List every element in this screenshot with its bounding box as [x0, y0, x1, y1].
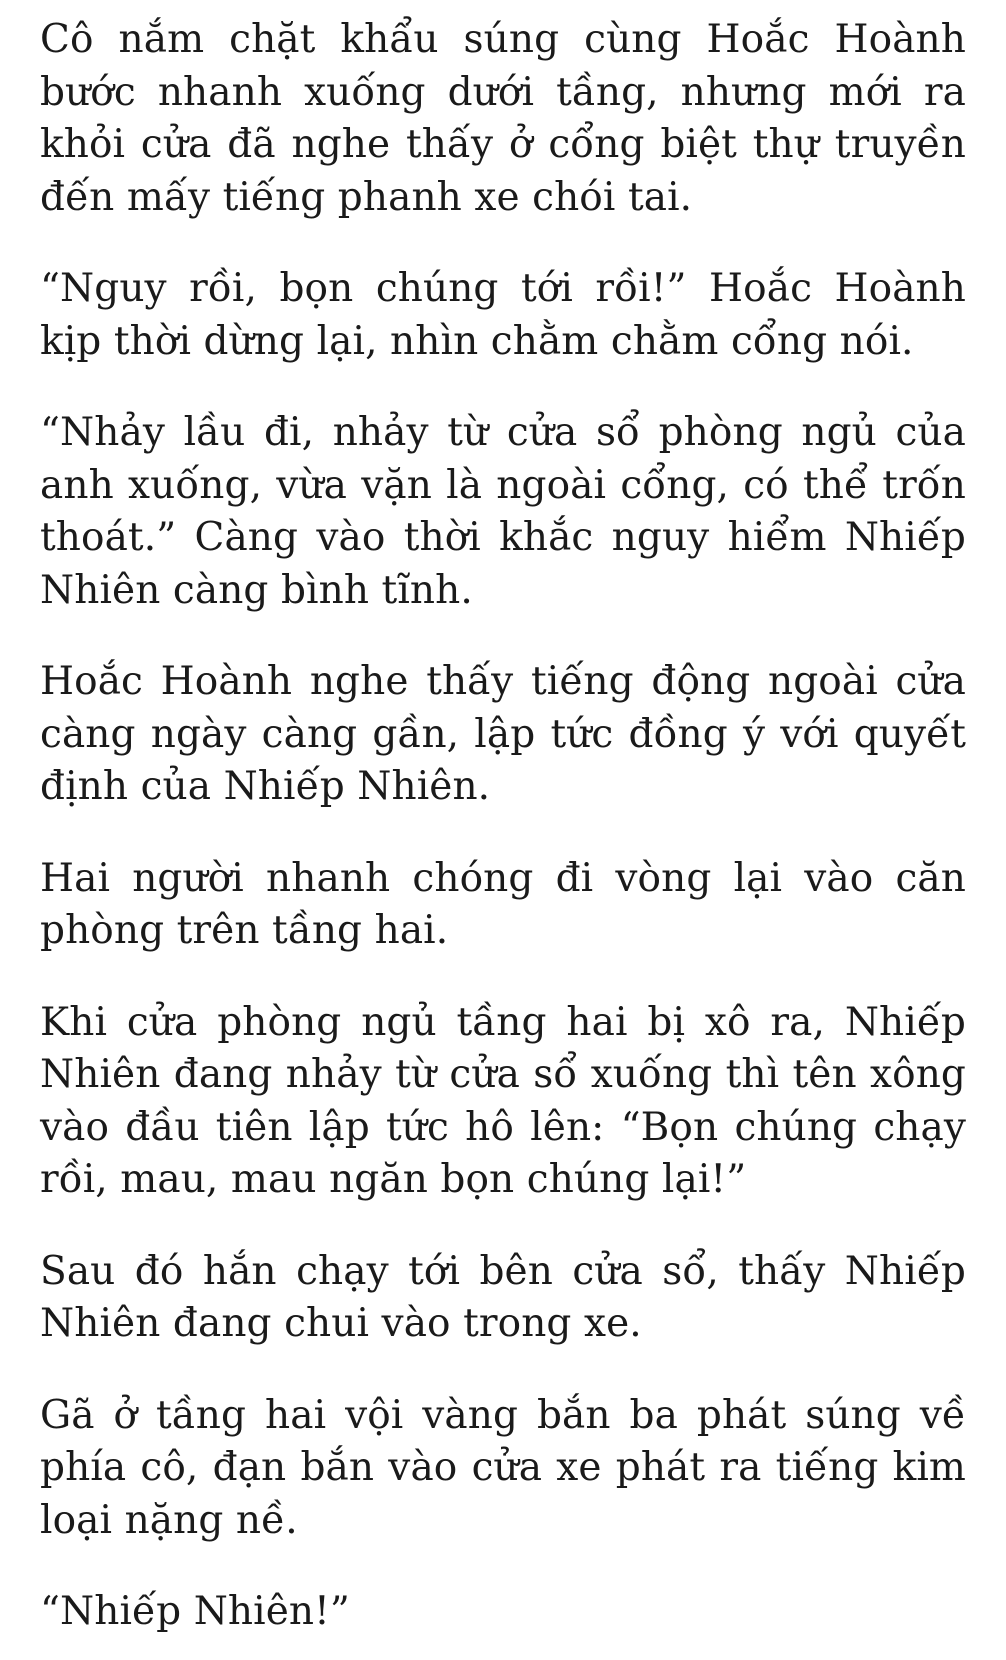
- paragraph: Sau đó hắn chạy tới bên cửa sổ, thấy Nhiếp Nhiên đang chui vào trong xe.: [40, 1248, 966, 1346]
- paragraph: “Nhảy lầu đi, nhảy từ cửa sổ phòng ngủ của anh xuống, vừa vặn là ngoài cổng, có thể trốn thoát.” Càng vào thời khắc nguy hiểm Nhiếp Nhiên càng bình tĩnh.: [40, 410, 966, 613]
- paragraph: Gã ở tầng hai vội vàng bắn ba phát súng về phía cô, đạn bắn vào cửa xe phát ra tiếng kim loại nặng nề.: [40, 1392, 966, 1543]
- paragraph: “Nhiếp Nhiên!”: [40, 1589, 350, 1634]
- paragraph: Khi cửa phòng ngủ tầng hai bị xô ra, Nhiếp Nhiên đang nhảy từ cửa sổ xuống thì tên xông vào đầu tiên lập tức hô lên: “Bọn chúng chạy rồi, mau, mau ngăn bọn chúng lại!”: [40, 999, 966, 1202]
- paragraph: “Nguy rồi, bọn chúng tới rồi!” Hoắc Hoành kịp thời dừng lại, nhìn chằm chằm cổng nói.: [40, 266, 966, 364]
- paragraph: Cô nắm chặt khẩu súng cùng Hoắc Hoành bước nhanh xuống dưới tầng, nhưng mới ra khỏi cửa đã nghe thấy ở cổng biệt thự truyền đến mấy tiếng phanh xe chói tai.: [40, 17, 966, 220]
- story-text: [40, 14, 966, 1639]
- paragraph: Hoắc Hoành nghe thấy tiếng động ngoài cửa càng ngày càng gần, lập tức đồng ý với quyết định của Nhiếp Nhiên.: [40, 659, 966, 809]
- paragraph: Hai người nhanh chóng đi vòng lại vào căn phòng trên tầng hai.: [40, 855, 966, 953]
